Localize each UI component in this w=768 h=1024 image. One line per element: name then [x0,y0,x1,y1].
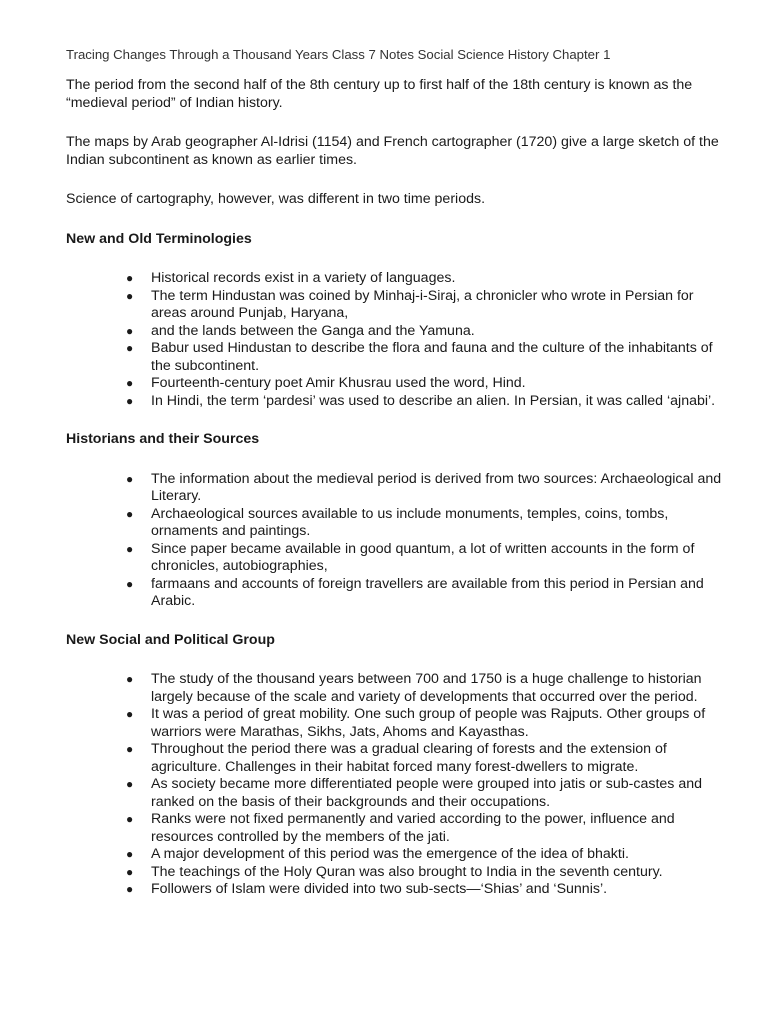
bullet-icon: ● [126,471,134,486]
list-item-text: Throughout the period there was a gradual clearing of forests and the extension of agriculture. Challenges in their habitat forced many forest-dwellers to migrate. [151,741,667,775]
list-item-text: Since paper became available in good quantum, a lot of written accounts in the form of chronicles, autobiographies, [151,540,695,574]
list-item [126,846,726,864]
bullet-icon: ● [126,393,134,408]
bullet-icon: ● [126,323,134,338]
section-heading-social-political: New Social and Political Group [66,631,275,648]
list-item [126,540,726,576]
bullet-icon: ● [126,541,134,556]
bullet-icon: ● [126,847,134,861]
bullet-list-terminologies [66,270,726,410]
list-item [126,863,726,882]
list-item-text: Followers of Islam were divided into two sub-sects—‘Shias’ and ‘Sunnis’. [151,881,608,897]
document-page [66,46,726,920]
intro-paragraph-medieval-period: The period from the second half of the 8th century up to first half of the 18th century is known as the “medieval period” of Indian history. [66,77,693,111]
list-item-text: As society became more differentiated people were grouped into jatis or sub-castes and ranked on the basis of their backgrounds and their occupations. [151,776,702,810]
list-item-text: Archaeological sources available to us include monuments, temples, coins, tombs, ornaments and paintings. [151,505,669,539]
bullet-icon: ● [126,341,134,355]
list-item [126,470,726,506]
list-item [126,322,726,341]
document-title: Tracing Changes Through a Thousand Years Class 7 Notes Social Science History Chapter 1 [66,47,611,62]
list-item-text: A major development of this period was the emergence of the idea of bhakti. [151,846,629,862]
list-item-text: Historical records exist in a variety of languages. [151,270,456,286]
list-item-text: The study of the thousand years between 700 and 1750 is a huge challenge to historian largely because of the scale and variety of developments that occurred over the period. [151,671,702,705]
list-item [126,340,726,375]
section-heading-terminologies: New and Old Terminologies [66,230,252,247]
list-item [126,776,726,811]
intro-paragraph-maps: The maps by Arab geographer Al-Idrisi (1154) and French cartographer (1720) give a large sketch of the Indian subcontinent as known as earlier times. [66,134,719,168]
list-item [126,811,726,846]
list-item [126,392,726,411]
list-item-text: In Hindi, the term ‘pardesi’ was used to describe an alien. In Persian, it was called ‘ajnabi’. [151,392,716,409]
list-item-text: Ranks were not fixed permanently and varied according to the power, influence and resources controlled by the members of the jati. [151,811,675,845]
bullet-list-social-political [66,671,726,899]
bullet-icon: ● [126,288,134,303]
bullet-icon: ● [126,864,134,879]
list-item [126,375,726,393]
list-item-text: Babur used Hindustan to describe the flora and fauna and the culture of the inhabitants of the subcontinent. [151,340,713,374]
bullet-icon: ● [126,812,134,826]
bullet-icon: ● [126,672,134,686]
section-heading-sources: Historians and their Sources [66,431,260,447]
bullet-icon: ● [126,576,134,591]
list-item [126,505,726,541]
list-item-text: Fourteenth-century poet Amir Khusrau used the word, Hind. [151,375,526,391]
list-item [126,575,726,611]
list-item [126,270,726,288]
bullet-icon: ● [126,271,134,285]
list-item [126,287,726,323]
bullet-list-sources [66,471,726,611]
list-item-text: The term Hindustan was coined by Minhaj-i-Siraj, a chronicler who wrote in Persian for areas around Punjab, Haryana, [151,287,694,321]
list-item [126,881,726,899]
list-item-text: The teachings of the Holy Quran was also brought to India in the seventh century. [151,863,663,880]
bullet-icon: ● [126,506,134,521]
list-item-text: and the lands between the Ganga and the Yamuna. [151,322,475,339]
list-item [126,671,726,706]
intro-paragraph-cartography: Science of cartography, however, was different in two time periods. [66,191,486,207]
bullet-icon: ● [126,742,134,756]
list-item [126,706,726,741]
list-item-text: farmaans and accounts of foreign travellers are available from this period in Persian and Arabic. [151,575,704,609]
list-item-text: It was a period of great mobility. One such group of people was Rajputs. Other groups of warriors were Marathas, Sikhs, Jats, Ahoms and Kayasthas. [151,706,706,740]
list-item-text: The information about the medieval period is derived from two sources: Archaeological and Literary. [151,470,722,504]
list-item [126,741,726,776]
bullet-icon: ● [126,707,134,721]
bullet-icon: ● [126,376,134,390]
bullet-icon: ● [126,882,134,896]
bullet-icon: ● [126,777,134,791]
